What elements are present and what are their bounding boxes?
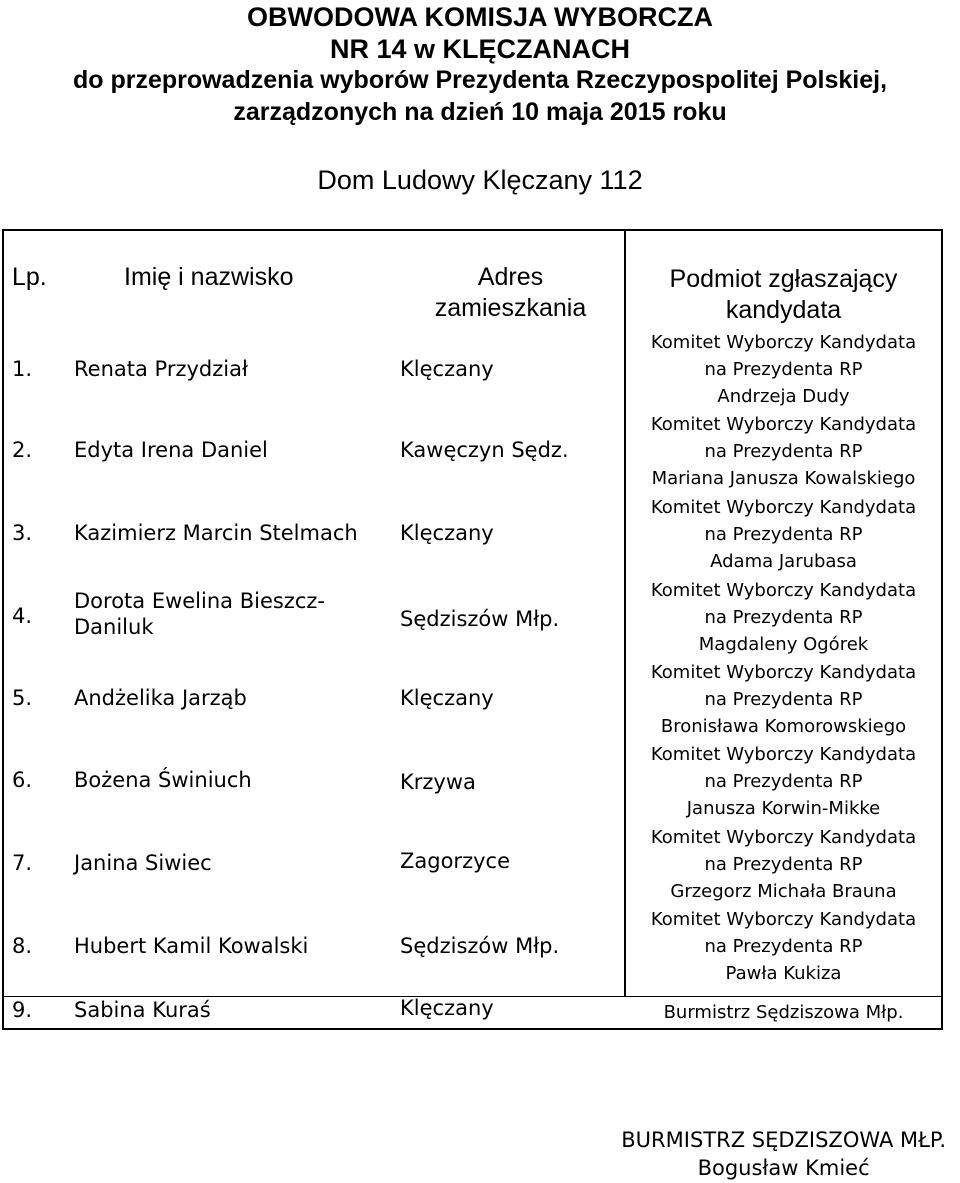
row-9-entity: Burmistrz Sędziszowa Młp. bbox=[663, 1002, 904, 1023]
row-5-name: Andżelika Jarząb bbox=[74, 686, 247, 710]
row-9-lp: 9. bbox=[12, 998, 33, 1022]
committee-5-line1: Komitet Wyborczy Kandydata bbox=[650, 662, 917, 683]
committee-1-line3: Andrzeja Dudy bbox=[717, 386, 850, 407]
header-name: Imię i nazwisko bbox=[124, 263, 294, 291]
committee-2 bbox=[626, 411, 941, 492]
row-1-name: Renata Przydział bbox=[74, 357, 248, 381]
row-6-lp: 6. bbox=[12, 768, 33, 792]
header-entity-line2: kandydata bbox=[725, 296, 842, 324]
row-8-lp: 8. bbox=[12, 934, 33, 958]
committee-6-line1: Komitet Wyborczy Kandydata bbox=[650, 744, 917, 765]
row-2-lp: 2. bbox=[12, 438, 33, 462]
committee-5 bbox=[626, 659, 941, 740]
committee-4-line1: Komitet Wyborczy Kandydata bbox=[650, 580, 917, 601]
committee-8-line3: Pawła Kukiza bbox=[725, 963, 842, 984]
election-date: zarządzonych na dzień 10 maja 2015 roku bbox=[233, 98, 727, 126]
document-title: OBWODOWA KOMISJA WYBORCZA bbox=[247, 2, 713, 32]
row-4-address: Sędziszów Młp. bbox=[400, 607, 560, 631]
committee-5-line2: na Prezydenta RP bbox=[704, 689, 863, 710]
row-3-name: Kazimierz Marcin Stelmach bbox=[74, 521, 358, 545]
signature-name: Bogusław Kmieć bbox=[697, 1156, 870, 1180]
row-6-address: Krzywa bbox=[400, 770, 476, 794]
committee-6-line3: Janusza Korwin-Mikke bbox=[686, 798, 881, 819]
signature-block bbox=[621, 1126, 946, 1182]
committee-7-line1: Komitet Wyborczy Kandydata bbox=[650, 827, 917, 848]
row-5-address: Klęczany bbox=[400, 686, 494, 710]
committee-3-line1: Komitet Wyborczy Kandydata bbox=[650, 497, 917, 518]
committee-3 bbox=[626, 494, 941, 575]
committee-5-line3: Bronisława Komorowskiego bbox=[660, 716, 907, 737]
header-entity-line1: Podmiot zgłaszający bbox=[669, 265, 898, 293]
row-7-address: Zagorzyce bbox=[400, 849, 510, 873]
committee-4-line2: na Prezydenta RP bbox=[704, 607, 863, 628]
committee-1 bbox=[626, 329, 941, 410]
row-7-name: Janina Siwiec bbox=[74, 851, 212, 875]
header-lp: Lp. bbox=[12, 263, 47, 291]
committee-2-line2: na Prezydenta RP bbox=[704, 441, 863, 462]
committee-8-line2: na Prezydenta RP bbox=[704, 936, 863, 957]
row-4-lp: 4. bbox=[12, 604, 33, 628]
committee-8-line1: Komitet Wyborczy Kandydata bbox=[650, 909, 917, 930]
row-2-name: Edyta Irena Daniel bbox=[74, 438, 268, 462]
header-address-line1: Adres bbox=[477, 263, 544, 291]
committee-6-line2: na Prezydenta RP bbox=[704, 771, 863, 792]
row-9-name: Sabina Kuraś bbox=[74, 998, 211, 1022]
document-subtitle: do przeprowadzenia wyborów Prezydenta Rzeczypospolitej Polskiej, bbox=[72, 66, 888, 94]
header-address bbox=[408, 262, 613, 324]
row-6-name: Bożena Świniuch bbox=[74, 768, 252, 792]
header-entity bbox=[626, 264, 941, 326]
row-8-name: Hubert Kamil Kowalski bbox=[74, 934, 309, 958]
row-1-address: Klęczany bbox=[400, 357, 494, 381]
row-4-name-line2: Daniluk bbox=[74, 615, 154, 639]
committee-1-line2: na Prezydenta RP bbox=[704, 359, 863, 380]
signature-title: BURMISTRZ SĘDZISZOWA MŁP. bbox=[621, 1128, 946, 1152]
committee-2-line1: Komitet Wyborczy Kandydata bbox=[650, 414, 917, 435]
row-5-lp: 5. bbox=[12, 686, 33, 710]
header-address-line2: zamieszkania bbox=[434, 294, 587, 322]
row-3-lp: 3. bbox=[12, 521, 33, 545]
row-9-address: Klęczany bbox=[400, 996, 494, 1020]
committee-6 bbox=[626, 741, 941, 822]
commission-location: Dom Ludowy Klęczany 112 bbox=[317, 165, 643, 195]
row-3-address: Klęczany bbox=[400, 521, 494, 545]
row-8-address: Sędziszów Młp. bbox=[400, 934, 560, 958]
committee-7-line3: Grzegorz Michała Brauna bbox=[670, 881, 897, 902]
committee-2-line3: Mariana Janusza Kowalskiego bbox=[651, 468, 916, 489]
committee-4 bbox=[626, 577, 941, 658]
committee-3-line3: Adama Jarubasa bbox=[710, 551, 857, 572]
committee-7 bbox=[626, 824, 941, 905]
row-4-name bbox=[74, 588, 325, 640]
committee-8 bbox=[626, 906, 941, 987]
row-1-lp: 1. bbox=[12, 357, 33, 381]
committee-4-line3: Magdaleny Ogórek bbox=[698, 634, 869, 655]
row-2-address: Kawęczyn Sędz. bbox=[400, 438, 569, 462]
row-7-lp: 7. bbox=[12, 851, 33, 875]
committee-3-line2: na Prezydenta RP bbox=[704, 524, 863, 545]
committee-7-line2: na Prezydenta RP bbox=[704, 854, 863, 875]
row-4-name-line1: Dorota Ewelina Bieszcz- bbox=[74, 589, 325, 613]
committee-1-line1: Komitet Wyborczy Kandydata bbox=[650, 332, 917, 353]
commission-number: NR 14 w KLĘCZANACH bbox=[329, 34, 631, 64]
